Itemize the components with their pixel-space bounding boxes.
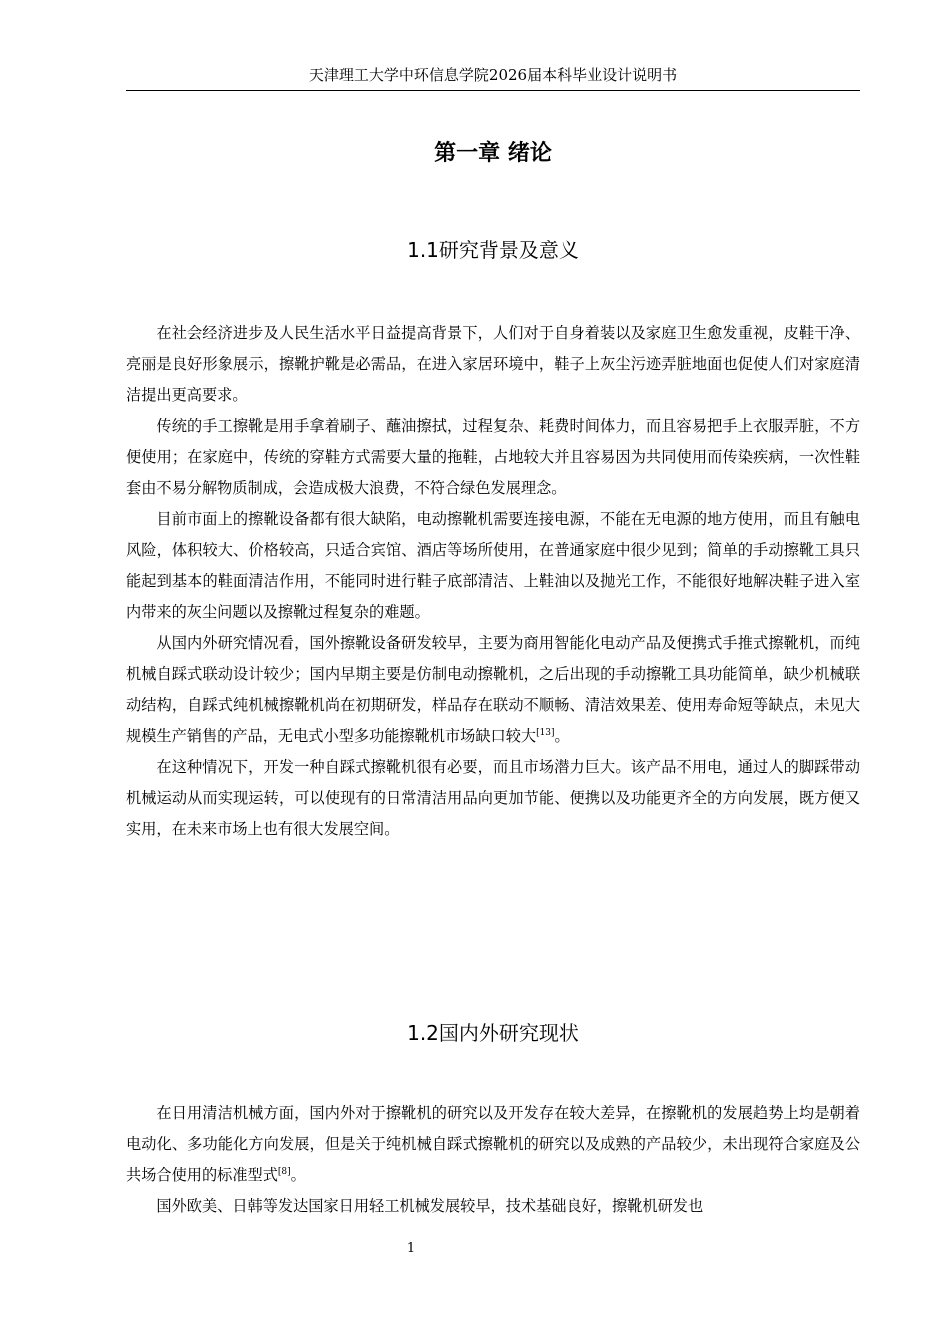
section-title-1-1: 1.1研究背景及意义 <box>407 238 579 262</box>
paragraph: 国外欧美、日韩等发达国家日用轻工机械发展较早，技术基础良好，擦靴机研发也 <box>156 1197 704 1215</box>
chapter-title: 第一章 绪论 <box>434 141 552 166</box>
section-1-1-body <box>126 318 860 845</box>
paragraph: 在社会经济进步及人民生活水平日益提高背景下，人们对于自身着装以及家庭卫生愈发重视，皮鞋干净、亮丽是良好形象展示，擦靴护靴是必需品，在进入家居环境中，鞋子上灰尘污迹弄脏地面也促使人们对家庭清洁提出更高要求。 <box>126 324 860 404</box>
paragraph: 目前市面上的擦靴设备都有很大缺陷，电动擦靴机需要连接电源，不能在无电源的地方使用，而且有触电风险，体积较大、价格较高，只适合宾馆、酒店等场所使用，在普通家庭中很少见到；简单的手动擦靴工具只能起到基本的鞋面清洁作用，不能同时进行鞋子底部清洁、上鞋油以及抛光工作，不能很好地解决鞋子进入室内带来的灰尘问题以及擦靴过程复杂的难题。 <box>126 510 860 621</box>
paragraph: 传统的手工擦靴是用手拿着刷子、蘸油擦拭，过程复杂、耗费时间体力，而且容易把手上衣服弄脏，不方便使用；在家庭中，传统的穿鞋方式需要大量的拖鞋，占地较大并且容易因为共同使用而传染疾病，一次性鞋套由不易分解物质制成，会造成极大浪费，不符合绿色发展理念。 <box>126 417 860 497</box>
paragraph: 从国内外研究情况看，国外擦靴设备研发较早，主要为商用智能化电动产品及便携式手推式擦靴机，而纯机械自踩式联动设计较少；国内早期主要是仿制电动擦靴机，之后出现的手动擦靴工具功能简单，缺少机械联动结构，自踩式纯机械擦靴机尚在初期研发，样品存在联动不顺畅、清洁效果差、使用寿命短等缺点，未见大规模生产销售的产品，无电式小型多功能擦靴机市场缺口较大[13]。 <box>126 634 860 745</box>
citation: [13] <box>536 728 555 738</box>
citation: [8] <box>277 1167 291 1177</box>
page-number: 1 <box>406 1241 416 1256</box>
header-title: 天津理工大学中环信息学院2026届本科毕业设计说明书 <box>308 66 678 84</box>
section-1-2-body <box>126 1098 860 1222</box>
paragraph: 在这种情况下，开发一种自踩式擦靴机很有必要，而且市场潜力巨大。该产品不用电，通过人的脚踩带动机械运动从而实现运转，可以使现有的日常清洁用品向更加节能、便携以及功能更齐全的方向发展，既方便又实用，在未来市场上也有很大发展空间。 <box>126 758 860 838</box>
section-title-1-2: 1.2国内外研究现状 <box>407 1021 579 1045</box>
page-header <box>126 64 860 91</box>
paragraph: 在日用清洁机械方面，国内外对于擦靴机的研究以及开发存在较大差异，在擦靴机的发展趋势上均是朝着电动化、多功能化方向发展，但是关于纯机械自踩式擦靴机的研究以及成熟的产品较少，未出现符合家庭及公共场合使用的标准型式[8]。 <box>126 1104 860 1184</box>
